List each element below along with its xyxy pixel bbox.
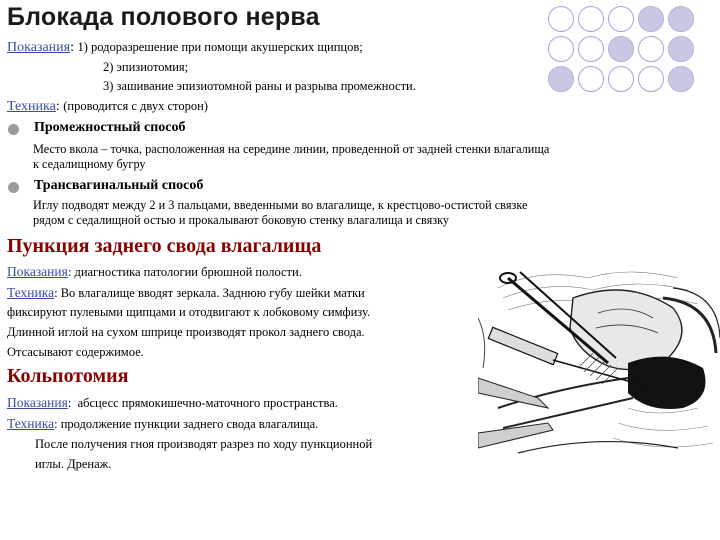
colpotomy-indications-label: Показания (7, 395, 68, 410)
indications-item-2: 2) эпизиотомия; (103, 60, 189, 74)
colpotomy-after-line-2: иглы. Дренаж. (35, 457, 112, 471)
colpotomy-technique-text: продолжение пункции заднего свода влагалища. (60, 417, 319, 431)
decor-circle (608, 66, 634, 92)
decor-circle (638, 66, 664, 92)
indications-row (7, 40, 363, 56)
colon: : (54, 286, 61, 300)
colon: : (70, 40, 78, 55)
slide-title: Блокада полового нерва (7, 3, 320, 31)
puncture-indications-text: диагностика патологии брюшной полости. (74, 265, 302, 279)
puncture-technique-row (7, 285, 365, 301)
colpotomy-technique-label: Техника (7, 416, 55, 431)
decor-circle (578, 66, 604, 92)
method-perineal-desc-2: к седалищному бугру (33, 157, 146, 171)
technique-label: Техника (7, 99, 56, 114)
puncture-technique-label: Техника (7, 285, 55, 300)
colon: : (67, 265, 75, 279)
colon: : (67, 396, 78, 410)
puncture-technique-line-2: фиксируют пулевыми щипцами и отодвигают к лобковому симфизу. (7, 305, 371, 319)
decor-circle (548, 36, 574, 62)
decor-circle (608, 36, 634, 62)
decor-circle (668, 66, 694, 92)
method-transvaginal-title: Трансвагинальный способ (34, 178, 204, 193)
colpotomy-indications-text: абсцесс прямокишечно-маточного пространства. (77, 396, 338, 410)
decor-circle (548, 66, 574, 92)
colon: : (55, 99, 64, 114)
indications-item-1: 1) родоразрешение при помощи акушерских щипцов; (77, 40, 363, 54)
indications-item-3: 3) зашивание эпизиотомной раны и разрыва промежности. (103, 79, 416, 93)
puncture-indications-row (7, 264, 302, 280)
colon: : (54, 417, 61, 431)
anatomical-illustration-icon (478, 258, 720, 468)
indications-label: Показания (7, 40, 71, 55)
decor-circle (668, 36, 694, 62)
bullet-icon (8, 124, 19, 135)
decor-circle (578, 6, 604, 32)
decor-circle (608, 6, 634, 32)
colpotomy-technique-row (7, 416, 318, 432)
colpotomy-after-line-1: После получения гноя производят разрез по ходу пункционной (35, 437, 373, 451)
technique-note: (проводится с двух сторон) (63, 99, 208, 113)
decor-circle (668, 6, 694, 32)
method-perineal-title: Промежностный способ (34, 120, 186, 135)
decor-circle (638, 36, 664, 62)
puncture-technique-line-1: Во влагалище вводят зеркала. Заднюю губу шейки матки (60, 286, 365, 300)
method-perineal-desc-1: Место вкола – точка, расположенная на середине линии, проведенной от задней стенки влагалища (33, 142, 550, 156)
method-transvaginal-desc-2: рядом с седалищной остью и прокалывают боковую стенку влагалища и связку (33, 213, 450, 227)
puncture-indications-label: Показания (7, 264, 68, 279)
decor-circle (638, 6, 664, 32)
decor-circle (578, 36, 604, 62)
puncture-technique-line-4: Отсасывают содержимое. (7, 345, 144, 359)
bullet-icon (8, 182, 19, 193)
puncture-technique-line-3: Длинной иглой на сухом шприце производят прокол заднего свода. (7, 325, 365, 339)
colpotomy-indications-row (7, 395, 338, 411)
decor-circle (548, 6, 574, 32)
technique-row (7, 99, 208, 115)
colpotomy-heading: Кольпотомия (7, 365, 129, 387)
puncture-heading: Пункция заднего свода влагалища (7, 235, 322, 257)
method-transvaginal-desc-1: Иглу подводят между 2 и 3 пальцами, введенными во влагалище, к крестцово-остистой связке (33, 198, 528, 212)
